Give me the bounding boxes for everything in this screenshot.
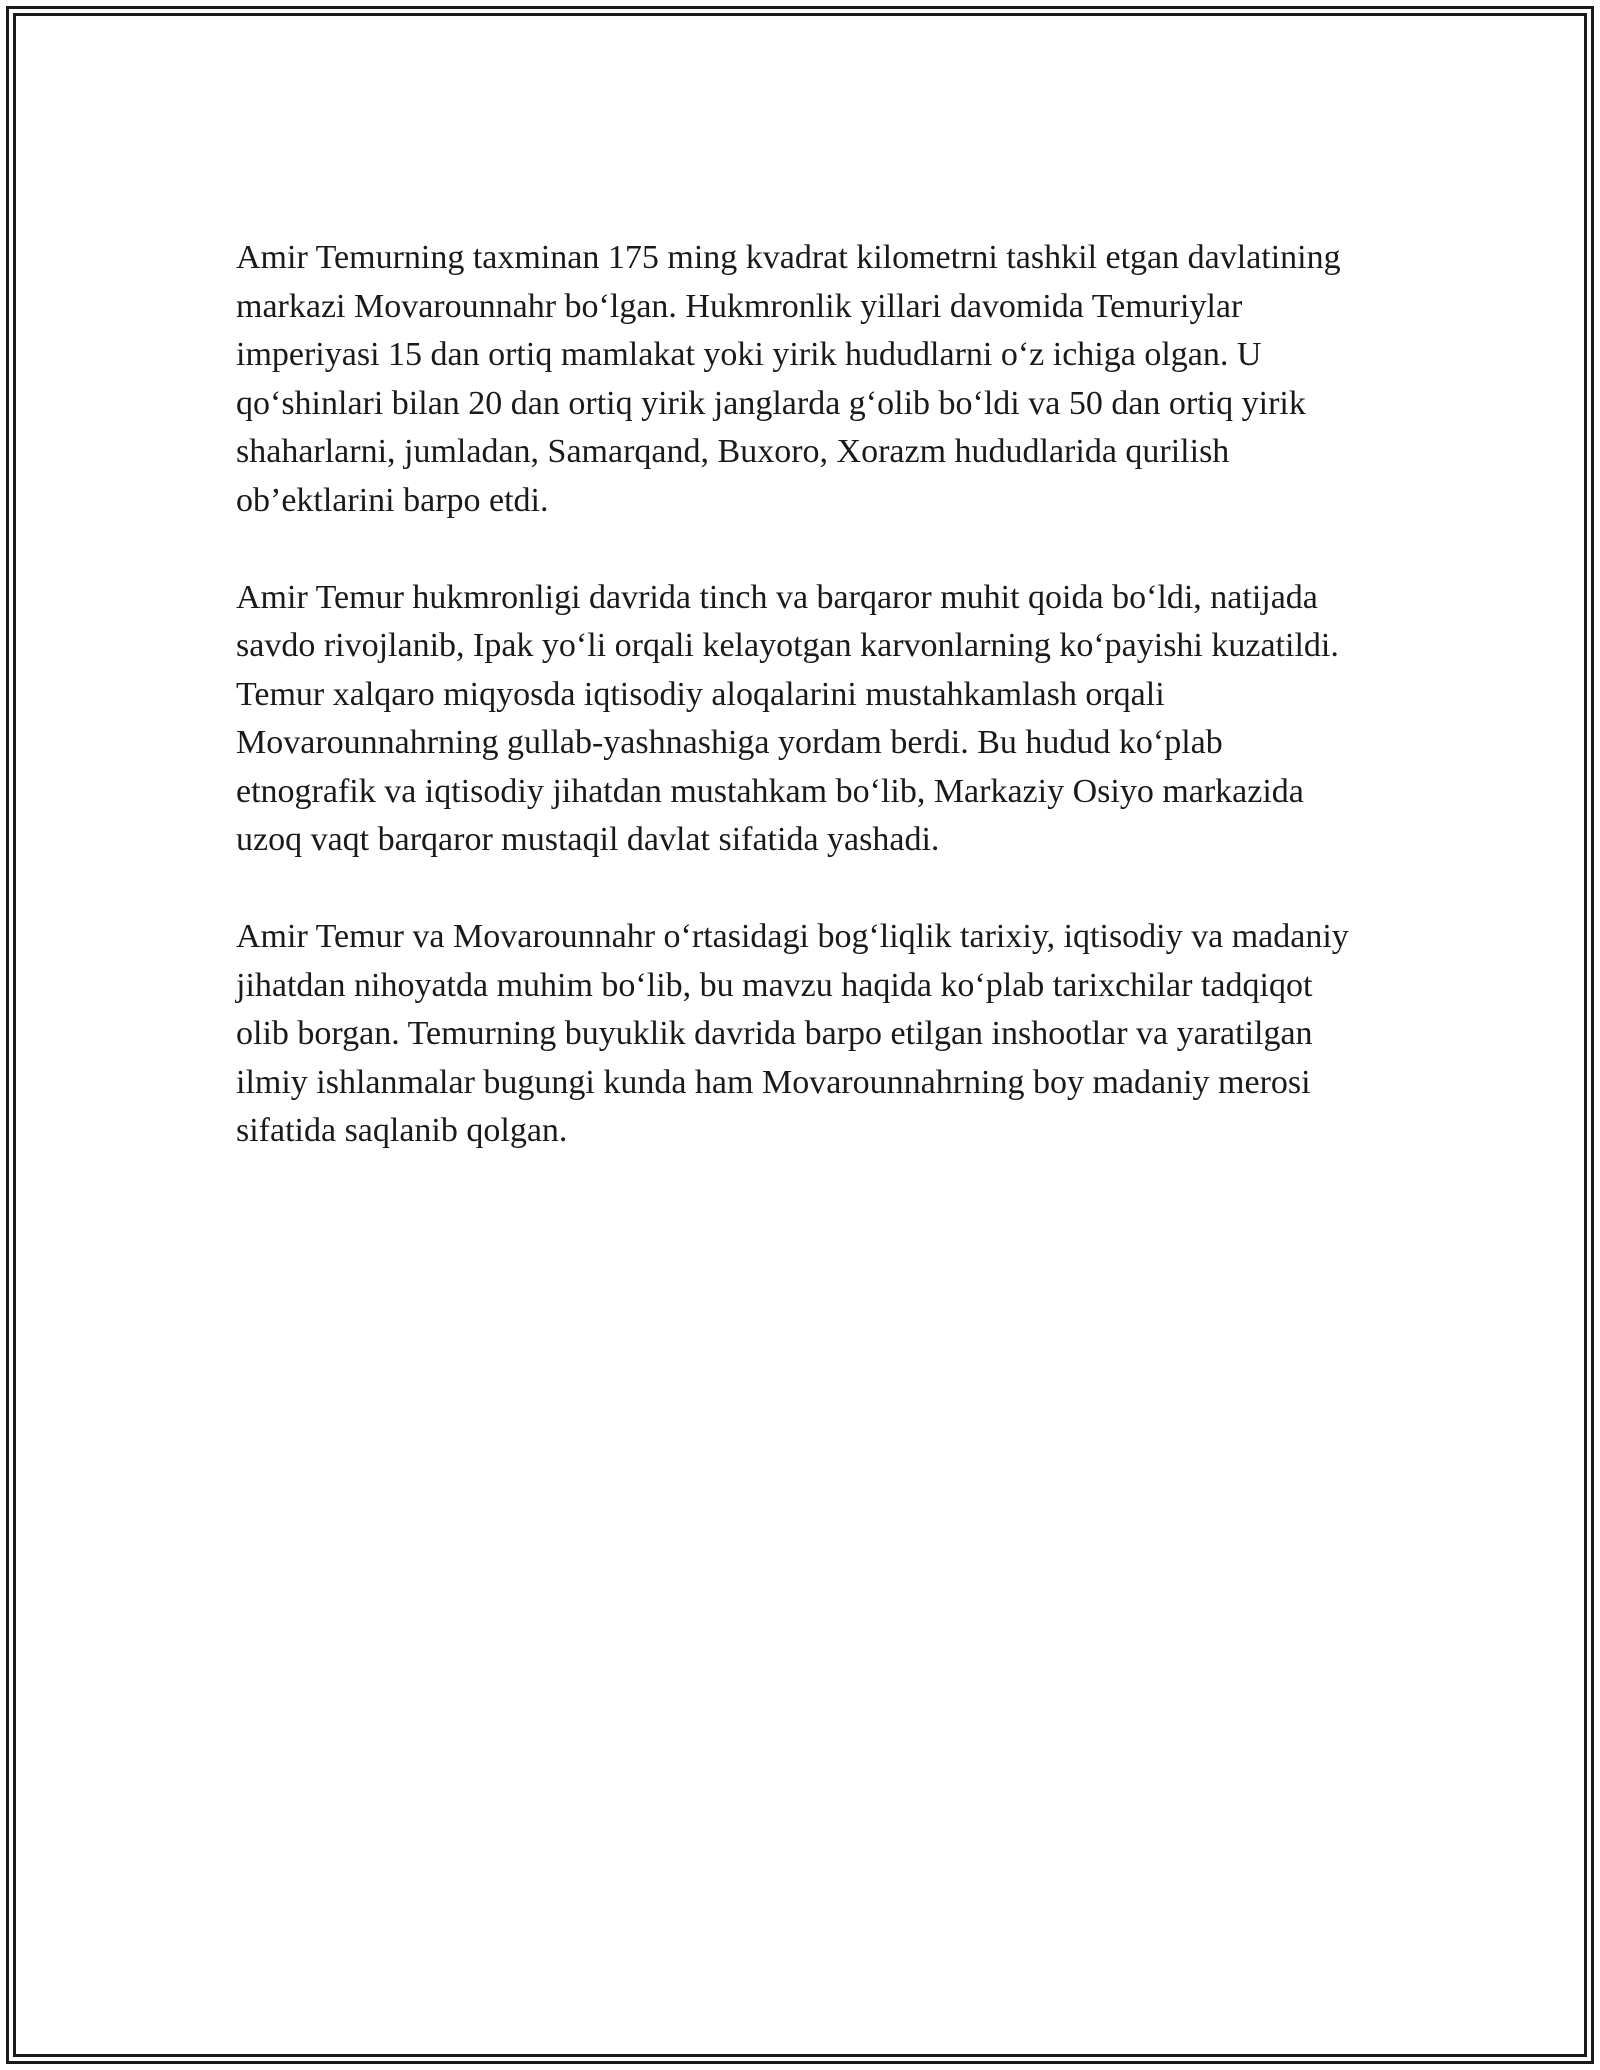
paragraph-1: Amir Temurning taxminan 175 ming kvadrat kilometrni tashkil etgan davlatining markazi Movarounnahr bo‘lgan. Hukmronlik yillari davomida Temuriylar imperiyasi 15 dan ortiq mamlakat yoki yirik hududlarni o‘z ichiga olgan. U qo‘shinlari bilan 20 dan ortiq yirik janglarda g‘olib bo‘ldi va 50 dan ortiq yirik shaharlarni, jumladan, Samarqand, Buxoro, Xorazm hududlarida qurilish ob’ektlarini barpo etdi. bbox=[236, 239, 1341, 519]
paragraph-2: Amir Temur hukmronligi davrida tinch va barqaror muhit qoida bo‘ldi, natijada savdo rivojlanib, Ipak yo‘li orqali kelayotgan karvonlarning ko‘payishi kuzatildi. Temur xalqaro miqyosda iqtisodiy aloqalarini mustahkamlash orqali Movarounnahrning gullab-yashnashiga yordam berdi. Bu hudud ko‘plab etnografik va iqtisodiy jihatdan mustahkam bo‘lib, Markaziy Osiyo markazida uzoq vaqt barqaror mustaqil davlat sifatida yashadi. bbox=[236, 578, 1339, 858]
document-body bbox=[236, 234, 1366, 1204]
paragraph-3: Amir Temur va Movarounnahr o‘rtasidagi bog‘liqlik tarixiy, iqtisodiy va madaniy jihatdan nihoyatda muhim bo‘lib, bu mavzu haqida ko‘plab tarixchilar tadqiqot olib borgan. Temurning buyuklik davrida barpo etilgan inshootlar va yaratilgan ilmiy ishlanmalar bugungi kunda ham Movarounnahrning boy madaniy merosi sifatida saqlanib qolgan. bbox=[236, 918, 1349, 1149]
